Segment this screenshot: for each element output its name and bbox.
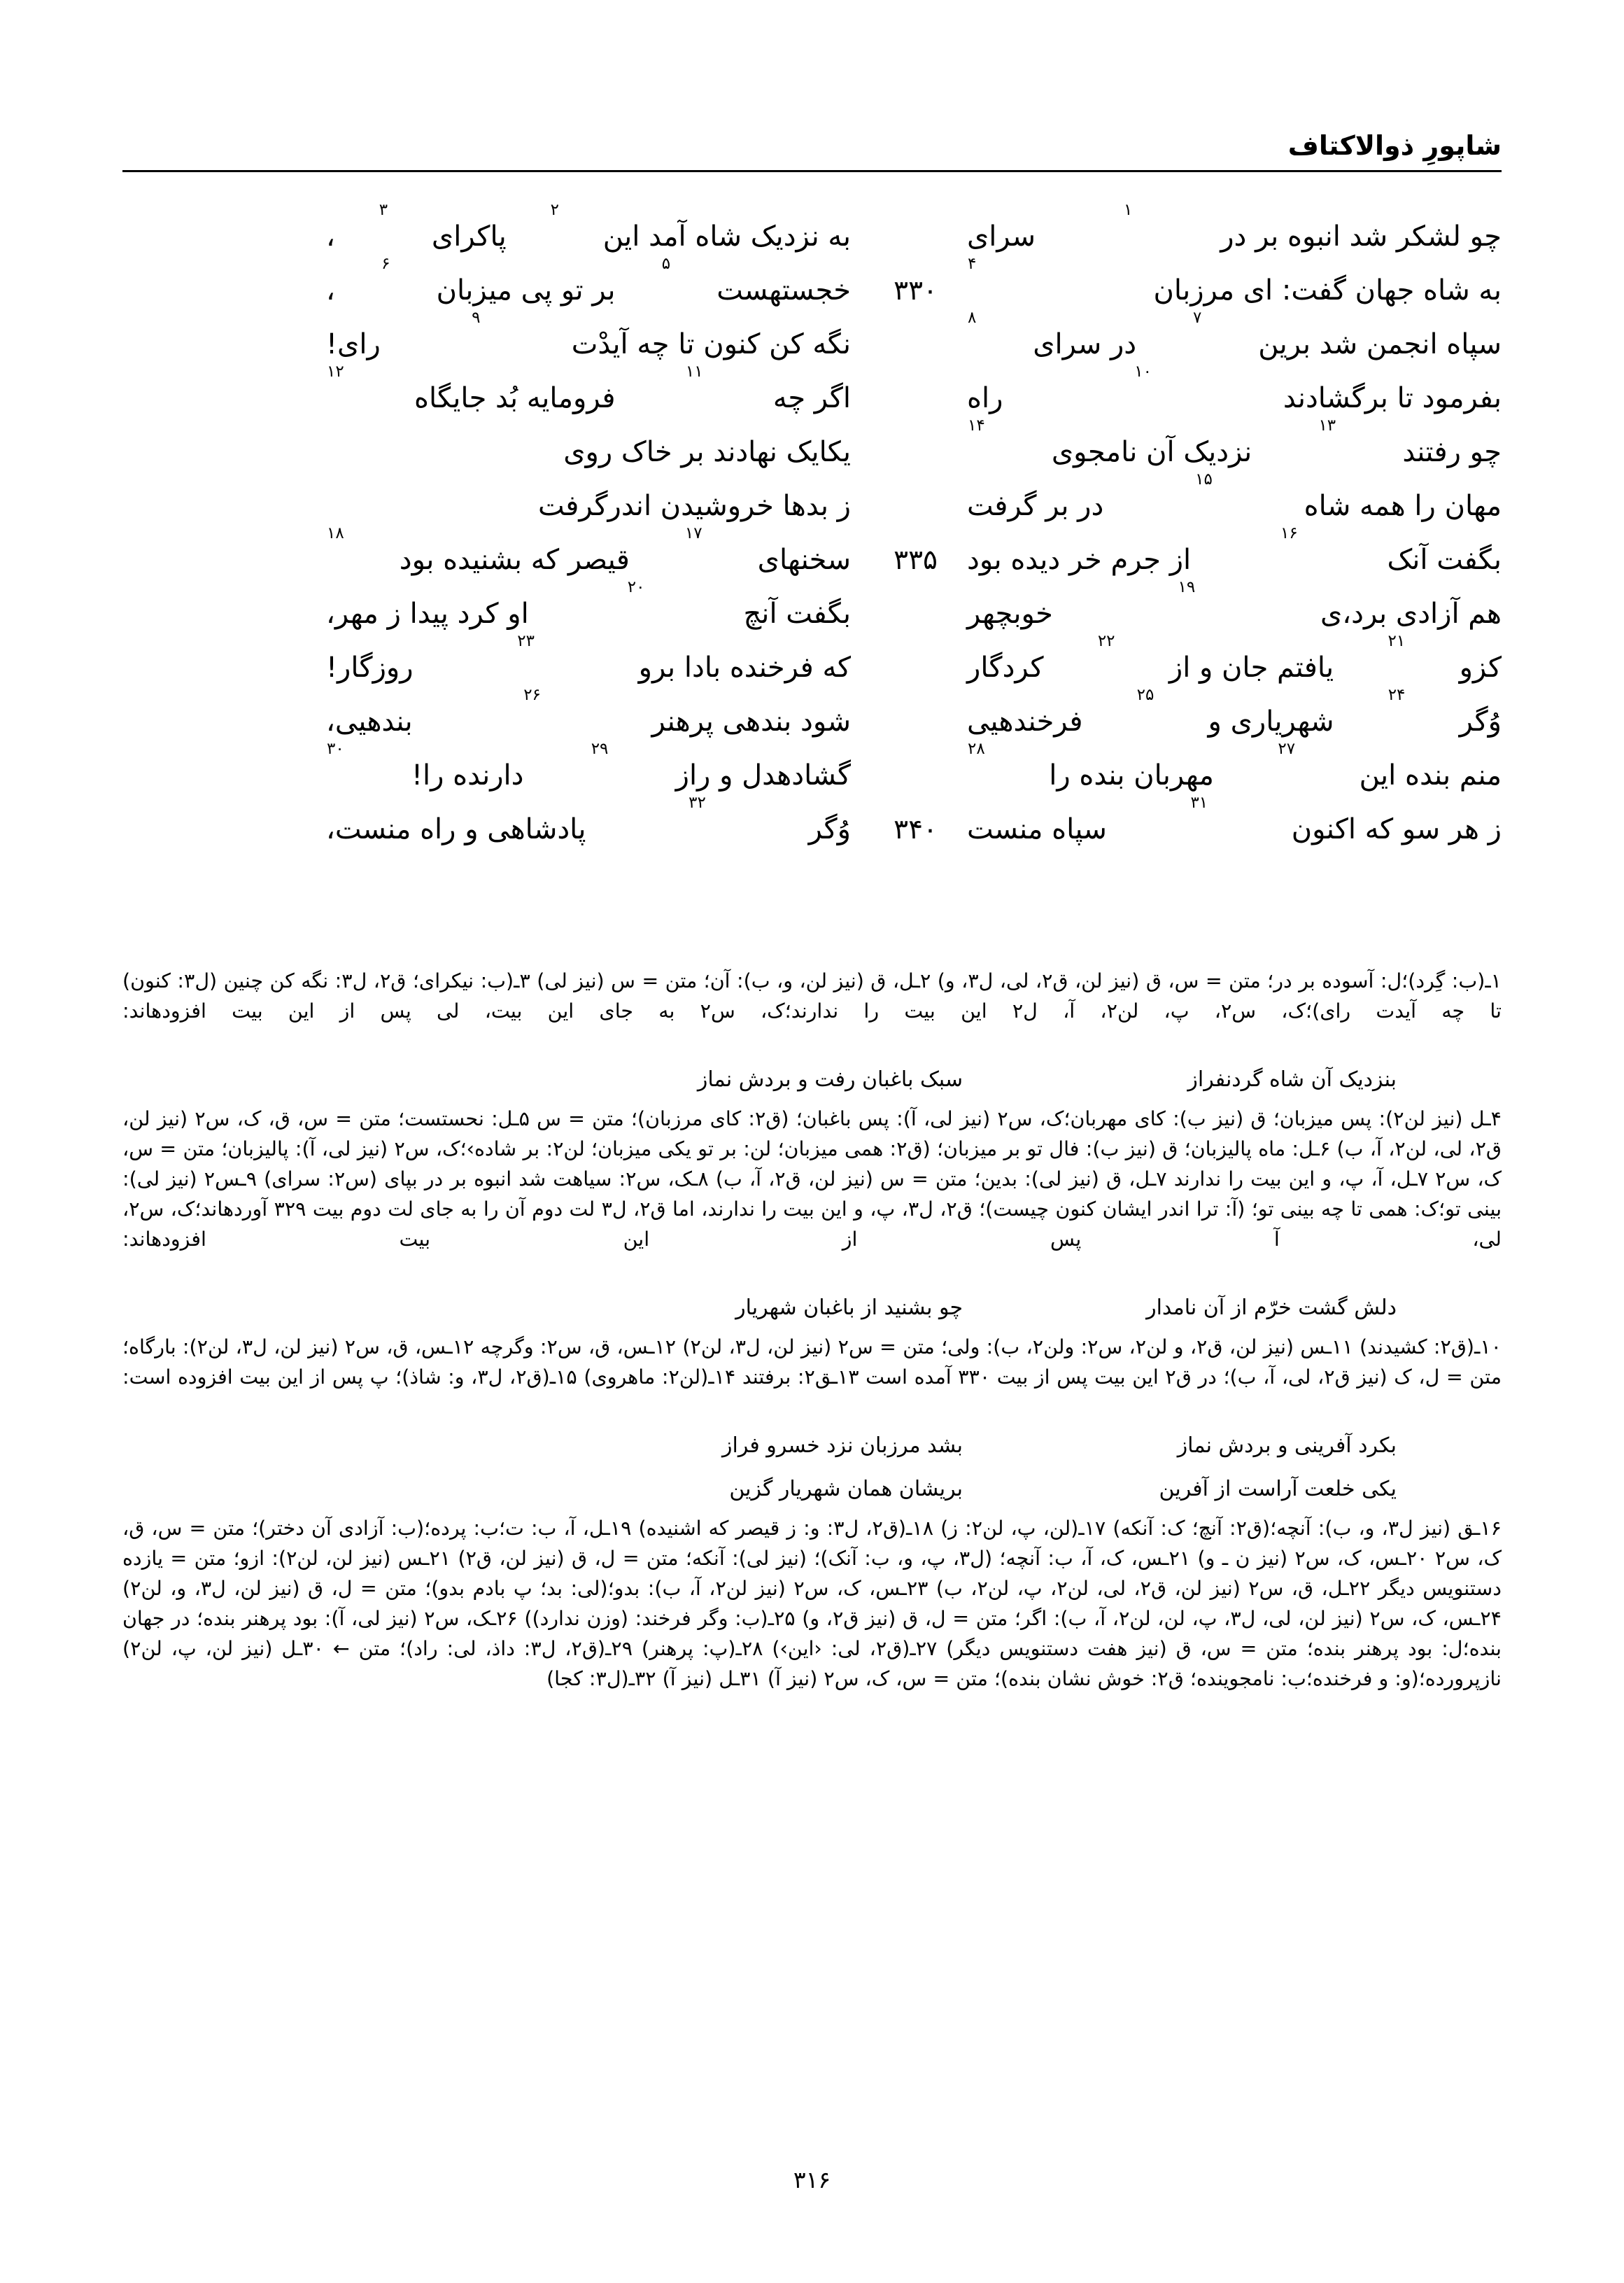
- footnote-marker[interactable]: ۷: [1192, 309, 1202, 327]
- footnote-marker[interactable]: ۲۴: [1388, 686, 1406, 704]
- verse-number: ۳۳۵: [894, 545, 938, 576]
- verse-line: [122, 201, 1502, 264]
- footnote-marker[interactable]: ۱۲: [327, 363, 344, 381]
- inserted-hemistich-a: بشد مرزبان نزد خسرو فراز: [722, 1433, 963, 1458]
- footnote-marker[interactable]: ۳۲: [689, 794, 706, 812]
- footnote-marker[interactable]: ۲۰: [627, 578, 645, 596]
- running-head-title: شاپورِ ذوالاکتاف: [1287, 130, 1502, 161]
- hemistich-b: خجستهست ۵ بر تو پی میزبان ۶ ،: [326, 264, 879, 318]
- apparatus-paragraph-2: ۴ـل (نیز لن۲): پس میزبان؛ ق (نیز ب): کای مهربان؛ک، س۲ (نیز لی، آ): پس باغبان؛ (ق۲: کای مرزبان)؛ متن = س ۵ـل: نحستست؛ متن = س، ق، ک، س۲ (نیز لن، ق۲، لی، لن۲، آ، ب) ۶ـل: ماه پالیزبان؛ ق (نیز ب): فال تو بر میزبان؛ (ق۲: همی میزبان؛ لن: بر تو یکی میزبان؛ لن۲: بر شاده›؛ک، س۲ (نیز لی، آ): پالیزبان؛ متن = س، ک، س۲ ۷ـل، آ، پ، و این بیت را ندارند ۷ـل، ق (نیز لی): بدین؛ متن = س (نیز لن، ق۲، آ، ب) ۸ـک، س۲: سیاهت شد انبوه بر در بپای (س۲: سرای) ۹ـس۲ (نیز لی): بینی تو؛ک: همی تا چه بینی تو؛ (آ: ترا اندر ایشان کنون چیست)؛ ق۲، ل۳، پ، و این بیت را ندارند، اما ق۲، ل۳ لت دوم آن را به جای لت دوم بیت ۳۲۹ آوردهاند؛ک، س۲، لی، آ پس از این بیت افزودهاند:: [122, 1107, 1502, 1251]
- inserted-hemistich-a: چو بشنید از باغبان شهریار: [735, 1295, 963, 1320]
- hemistich-a: سپاه انجمن شد برین ۷ در سرای ۸: [942, 318, 1502, 372]
- footnote-marker[interactable]: ۲۱: [1388, 632, 1406, 650]
- footnote-marker[interactable]: ۲۲: [1097, 632, 1115, 650]
- footnote-marker[interactable]: ۱۵: [1195, 470, 1213, 489]
- verse-line: [122, 363, 1502, 426]
- hemistich-a: بفرمود تا برگشادند ۱۰ راه: [942, 372, 1502, 426]
- inserted-variant-couplet-1: [122, 1060, 1502, 1100]
- hemistich-b: شود بندهی پرهنر ۲۶ بندهیی،: [326, 695, 879, 749]
- critical-apparatus: [122, 966, 1502, 1694]
- verse-number: ۳۴۰: [894, 814, 938, 845]
- footnote-marker[interactable]: ۴: [968, 255, 977, 273]
- verse-line: [122, 740, 1502, 803]
- hemistich-a: به شاه جهان گفت: ای مرزبان ۴: [942, 264, 1502, 318]
- footnote-marker[interactable]: ۳۰: [327, 740, 344, 758]
- verse-line: [122, 524, 1502, 587]
- inserted-hemistich-b: یکی خلعت آراست از آفرین: [1159, 1477, 1397, 1501]
- hemistich-a: هم آزادی برد،ی ۱۹ خوبچهر: [942, 587, 1502, 641]
- inserted-hemistich-a: بریشان همان شهریار گزین: [729, 1477, 963, 1501]
- hemistich-a: کزو ۲۱ یافتم جان و از ۲۲ کردگار: [942, 641, 1502, 695]
- running-head-rule: [122, 170, 1502, 172]
- inserted-hemistich-b: بکرد آفرینی و بردش نماز: [1177, 1433, 1397, 1458]
- hemistich-b: یکایک نهادند بر خاک روی: [563, 436, 851, 468]
- footnote-marker[interactable]: ۲۷: [1278, 740, 1296, 758]
- footnote-marker[interactable]: ۱: [1123, 201, 1133, 219]
- verse-line: [122, 632, 1502, 695]
- footnote-marker[interactable]: ۱۱: [685, 363, 703, 381]
- footnote-marker[interactable]: ۱۴: [968, 416, 985, 435]
- apparatus-paragraph-3: ۱۰ـ(ق۲: کشیدند) ۱۱ـس (نیز لن، ق۲، و لن۲، س۲: ولن۲، ب): ولی؛ متن = س۲ (نیز لن، ل۳، لن۲) ۱۲ـس، ق، س۲: وگرچه ۱۲ـس، ق، س۲ (نیز لن، ل۳، لن۲): بارگاه؛ متن = ل، ک (نیز ق۲، لی، آ، ب)؛ در ق۲ این بیت پس از بیت ۳۳۰ آمده است ۱۳ـق۲: برفتند ۱۴ـ(لن۲: ماهروی) ۱۵ـ(ق۲، ل۳، و: شاذ)؛ پ پس از این بیت افزوده است:: [122, 1335, 1502, 1389]
- hemistich-b: گشادهدل و راز ۲۹ دارنده را! ۳۰: [326, 749, 879, 803]
- footnote-marker[interactable]: ۱۳: [1318, 416, 1336, 435]
- footnote-marker[interactable]: ۳۱: [1190, 794, 1208, 812]
- inserted-hemistich-b: دلش گشت خرّم از آن نامدار: [1146, 1295, 1397, 1320]
- footnote-marker[interactable]: ۹: [472, 309, 481, 327]
- footnote-marker[interactable]: ۳: [379, 201, 388, 219]
- inserted-variant-couplet-4: [122, 1470, 1502, 1509]
- footnote-marker[interactable]: ۲۶: [523, 686, 541, 704]
- inserted-variant-couplet-2: [122, 1288, 1502, 1328]
- footnote-marker[interactable]: ۱۷: [684, 524, 702, 542]
- inserted-variant-couplet-3: [122, 1426, 1502, 1466]
- hemistich-a: ز هر سو که اکنون ۳۱ سپاه منست: [942, 803, 1502, 857]
- footnote-marker[interactable]: ۲۵: [1136, 686, 1155, 704]
- verse-block: [122, 201, 1502, 857]
- hemistich-b: نگه کن کنون تا چه آیدْت ۹ رای!: [326, 318, 879, 372]
- inserted-hemistich-b: بنزدیک آن شاه گردنفراز: [1187, 1067, 1397, 1092]
- hemistich-a: چو لشکر شد انبوه بر در ۱ سرای: [942, 210, 1502, 264]
- apparatus-paragraph-1: ۱ـ(ب: گِرد)؛ل: آسوده بر در؛ متن = س، ق (نیز لن، ق۲، لی، ل۳، و) ۲ـل، ق (نیز لن، و، ب): آن؛ متن = س (نیز لی) ۳ـ(ب: نیکرای؛ ق۲، ل۳: نگه کن چنین (ل۳: کنون) تا چه آیدت رای)؛ک، س۲، پ، لن۲، آ، ل۲ این بیت را ندارند؛ک، س۲ به جای این بیت، لی پس از این بیت افزودهاند:: [122, 969, 1502, 1023]
- verse-line: [122, 794, 1502, 857]
- verse-line: [122, 416, 1502, 479]
- footnote-marker[interactable]: ۲۹: [591, 740, 609, 758]
- footnote-marker[interactable]: ۲۳: [517, 632, 535, 650]
- hemistich-b: که فرخنده بادا برو ۲۳ روزگار!: [326, 641, 879, 695]
- apparatus-paragraph-4: ۱۶ـق (نیز ل۳، و، ب): آنچه؛(ق۲: آنچ؛ ک: آنکه) ۱۷ـ(لن، پ، لن۲: ز) ۱۸ـ(ق۲، ل۳: و: ز قیصر که اشنیده) ۱۹ـل، آ، ب: ت؛ب: پرده؛(ب: آزادی آن دختر)؛ متن = س، ق، ک، س۲ ۲۰ـس، ک، س۲ (نیز ن ـ و) ۲۱ـس، ک، آ، ب: آنچه؛ (ل۳، پ، و، ب: آنک)؛ (نیز لی): آنکه؛ متن = ل، ق (نیز لن، ق۲) ۲۱ـس (نیز لن، لن۲): ازو؛ متن = یازده دستنویس دیگر ۲۲ـل، ق، س۲ (نیز لن، ق۲، لی، لن۲، پ، لن۲، ب) ۲۳ـس، ک، س۲ (نیز لن۲، آ، ب): بدو؛(لی: بد؛ پ بادم بدو)؛ متن = ل، ق (نیز لن، ل۳، و، لن۲) ۲۴ـس، ک، س۲ (نیز لن، لی، ل۳، پ، لن، لن۲، آ، ب): اگر؛ متن = ل، ق (نیز ق۲، و) ۲۵ـ(ب: وگر فرخند: (وزن ندارد)) ۲۶ـک، س۲ (نیز لی، آ): بود پرهنر بنده؛ در جهان بنده؛ل: بود پرهنر بنده؛ متن = س، ق (نیز هفت دستنویس دیگر) ۲۷ـ(ق۲، لی: ‹این›) ۲۸ـ(پ: پرهنر) ۲۹ـ(ق۲، ل۳: داذ، لی: راد)؛ متن ← ۳۰ـل (نیز لن، پ، لن۲) نازپرورده؛(و: و فرخنده؛ب: نامجوینده؛ ق۲: خوش نشان بنده)؛ متن = س، ک، س۲ (نیز آ) ۳۱ـل (نیز آ) ۳۲ـ(ل۳: کجا): [122, 1517, 1502, 1690]
- hemistich-a: چو رفتند ۱۳ نزدیک آن نامجوی ۱۴: [942, 426, 1502, 479]
- running-head-area: [122, 129, 1502, 178]
- footnote-marker[interactable]: ۲۸: [968, 740, 985, 758]
- hemistich-b: اگر چه ۱۱ فرومایه بُد جایگاه ۱۲: [326, 372, 879, 426]
- hemistich-b: سخنهای ۱۷ قیصر که بشنیده بود ۱۸: [326, 533, 879, 587]
- verse-number: ۳۳۰: [894, 275, 938, 307]
- hemistich-a: منم بنده این ۲۷ مهربان بنده را ۲۸: [942, 749, 1502, 803]
- hemistich-b: بگفت آنچ ۲۰ او کرد پیدا ز مهر،: [326, 587, 879, 641]
- footnote-marker[interactable]: ۱۶: [1280, 524, 1298, 542]
- footnote-marker[interactable]: ۶: [381, 255, 390, 273]
- hemistich-a: وُگر ۲۴ شهریاری و ۲۵ فرخندهیی: [942, 695, 1502, 749]
- hemistich-b: ز بدها خروشیدن اندرگرفت: [537, 490, 851, 522]
- hemistich-b: به نزدیک شاه آمد این ۲ پاکرای ۳ ،: [326, 210, 879, 264]
- footnote-marker[interactable]: ۸: [968, 309, 977, 327]
- hemistich-b: وُگر ۳۲ پادشاهی و راه منست،: [326, 803, 879, 857]
- verse-line: [122, 578, 1502, 641]
- footnote-marker[interactable]: ۱۸: [327, 524, 344, 542]
- footnote-marker[interactable]: ۱۹: [1178, 578, 1196, 596]
- footnote-marker[interactable]: ۲: [550, 201, 559, 219]
- page-number: ۳۱۶: [793, 2166, 831, 2193]
- footnote-marker[interactable]: ۵: [661, 255, 671, 273]
- footnote-marker[interactable]: ۱۰: [1134, 363, 1152, 381]
- inserted-hemistich-a: سبک باغبان رفت و بردش نماز: [697, 1067, 963, 1092]
- hemistich-a: بگفت آنک ۱۶ از جرم خر دیده بود: [942, 533, 1502, 587]
- verse-line: [122, 255, 1502, 318]
- hemistich-a: مهان را همه شاه ۱۵ در بر گرفت: [942, 479, 1502, 533]
